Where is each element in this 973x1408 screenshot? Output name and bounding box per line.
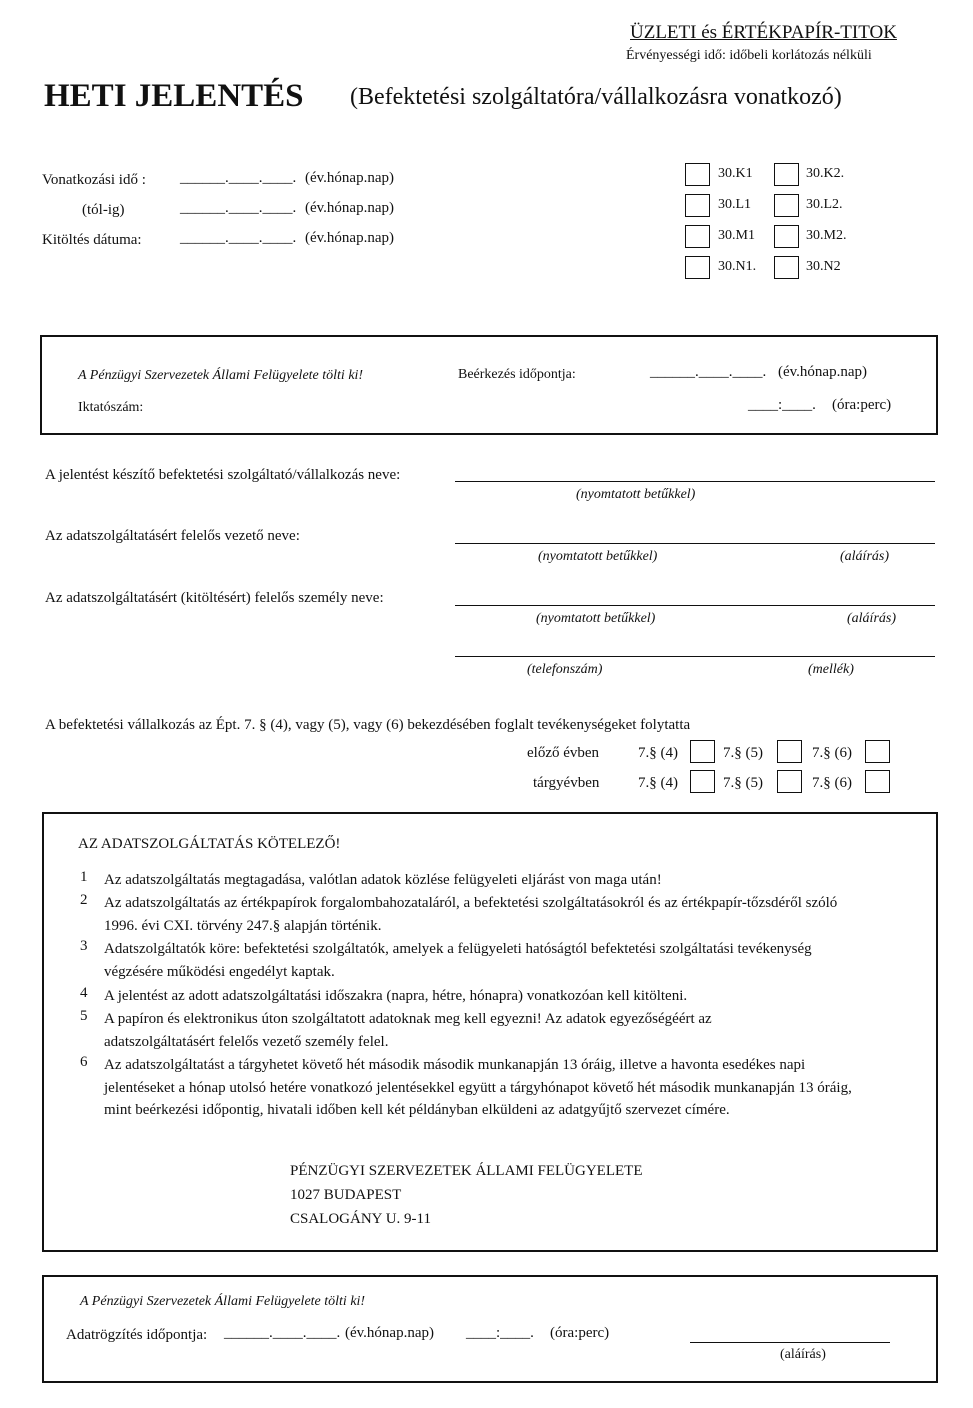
psza-address-name: PÉNZÜGYI SZERVEZETEK ÁLLAMI FELÜGYELETE	[290, 1163, 643, 1179]
manager-printed-hint: (nyomtatott betűkkel)	[538, 549, 658, 564]
filler-signature-hint: (aláírás)	[847, 611, 896, 626]
registration-number-label: Iktatószám:	[78, 400, 144, 415]
fill-date-blank[interactable]: ______.____.____.	[180, 230, 297, 246]
filler-name-line[interactable]	[455, 605, 935, 606]
reference-period-label: Vonatkozási idő :	[42, 172, 146, 188]
provider-name-line[interactable]	[455, 481, 935, 482]
code-checkbox-30k2[interactable]	[774, 163, 799, 186]
phone-hint: (telefonszám)	[527, 662, 603, 677]
data-entry-date-format: (év.hónap.nap)	[345, 1325, 434, 1341]
page-title: HETI JELENTÉS	[44, 78, 304, 114]
previous-year-label: előző évben	[527, 745, 600, 761]
data-entry-date-blank[interactable]: ______.____.____.	[224, 1325, 341, 1341]
prev-p5-label: 7.§ (5)	[723, 745, 763, 761]
data-entry-time-blank[interactable]: ____:____.	[466, 1325, 534, 1341]
arrival-time-blank[interactable]: ____:____.	[748, 397, 816, 413]
range-format: (év.hónap.nap)	[305, 200, 394, 216]
phone-line[interactable]	[455, 656, 935, 657]
prev-p4-label: 7.§ (4)	[638, 745, 678, 761]
data-entry-heading: A Pénzügyi Szervezetek Állami Felügyelete tölti ki!	[80, 1294, 366, 1309]
range-label: (tól-ig)	[82, 202, 125, 218]
arrival-date-blank[interactable]: ______.____.____.	[650, 364, 767, 380]
code-label-30m2: 30.M2.	[806, 228, 847, 243]
notice-item-text: Adatszolgáltatók köre: befektetési szolgáltatók, amelyek a felügyeleti hatóságtól befektetési szolgáltatási tevékenység végzésére működési engedélyt kaptak.	[104, 941, 812, 980]
reference-period-format: (év.hónap.nap)	[305, 170, 394, 186]
prev-p6-checkbox[interactable]	[865, 740, 890, 763]
notice-item-number: 2	[80, 892, 88, 908]
notice-item-text: A papíron és elektronikus úton szolgáltatott adatoknak meg kell egyezni! Az adatok egyezőségéért az adatszolgáltatásért felelős vezető személy felel.	[104, 1011, 712, 1050]
notice-item-number: 4	[80, 985, 88, 1001]
filler-printed-hint: (nyomtatott betűkkel)	[536, 611, 656, 626]
validity-label: Érvényességi idő: időbeli korlátozás nélküli	[626, 48, 872, 63]
code-label-30l2: 30.L2.	[806, 197, 843, 212]
code-checkbox-30m2[interactable]	[774, 225, 799, 248]
code-checkbox-30k1[interactable]	[685, 163, 710, 186]
notice-item-number: 3	[80, 938, 88, 954]
code-label-30m1: 30.M1	[718, 228, 755, 243]
confidential-label: ÜZLETI és ÉRTÉKPAPÍR-TITOK	[630, 22, 897, 43]
code-checkbox-30n1[interactable]	[685, 256, 710, 279]
prev-p5-checkbox[interactable]	[777, 740, 802, 763]
notice-item-text: Az adatszolgáltatás az értékpapírok forgalombahozataláról, a befektetési szolgáltatásokról és az értékpapír-tőzsdéről szóló 1996. évi CXI. törvény 247.§ alapján történik.	[104, 895, 838, 934]
range-blank[interactable]: ______.____.____.	[180, 200, 297, 216]
this-year-label: tárgyévben	[533, 775, 600, 791]
psza-address-street: CSALOGÁNY U. 9-11	[290, 1211, 431, 1227]
arrival-time-format: (óra:perc)	[832, 397, 892, 413]
notice-item-number: 6	[80, 1054, 88, 1070]
page-subtitle: (Befektetési szolgáltatóra/vállalkozásra vonatkozó)	[350, 84, 842, 110]
notice-item-text: Az adatszolgáltatást a tárgyhetet követő hét második második munkanapján 13 óráig, illetve a havonta esedékes napi jelentéseket a hónap utolsó hetére vonatkozó jelentésekkel együtt a tárgyhónapot követő hét második munkanapján 13 óráig, mint beérkezési időpontig, hivatali időben kell két példányban elküldeni az adatgyűjtő szervezet címére.	[104, 1057, 852, 1118]
code-label-30k2: 30.K2.	[806, 166, 845, 181]
filler-name-label: Az adatszolgáltatásért (kitöltésért) felelős személy neve:	[45, 590, 384, 606]
this-p6-checkbox[interactable]	[865, 770, 890, 793]
notice-heading: AZ ADATSZOLGÁLTATÁS KÖTELEZŐ!	[78, 836, 341, 852]
reference-period-blank[interactable]: ______.____.____.	[180, 170, 297, 186]
manager-signature-hint: (aláírás)	[840, 549, 889, 564]
notice-item-text: Az adatszolgáltatás megtagadása, valótlan adatok közlése felügyeleti eljárást von maga után!	[104, 872, 662, 888]
manager-name-label: Az adatszolgáltatásért felelős vezető neve:	[45, 528, 300, 544]
arrival-label: Beérkezés időpontja:	[458, 367, 576, 382]
notice-item-text: A jelentést az adott adatszolgáltatási időszakra (napra, hétre, hónapra) vonatkozóan kell kitölteni.	[104, 988, 688, 1004]
notice-item-number: 5	[80, 1008, 88, 1024]
data-entry-time-format: (óra:perc)	[550, 1325, 610, 1341]
provider-name-label: A jelentést készítő befektetési szolgáltató/vállalkozás neve:	[45, 467, 401, 483]
code-checkbox-30n2[interactable]	[774, 256, 799, 279]
this-p4-label: 7.§ (4)	[638, 775, 678, 791]
code-checkbox-30l2[interactable]	[774, 194, 799, 217]
code-checkbox-30m1[interactable]	[685, 225, 710, 248]
data-entry-signature-hint: (aláírás)	[780, 1347, 826, 1362]
this-p5-checkbox[interactable]	[777, 770, 802, 793]
data-entry-signature-line[interactable]	[690, 1342, 890, 1343]
fill-date-format: (év.hónap.nap)	[305, 230, 394, 246]
code-checkbox-30l1[interactable]	[685, 194, 710, 217]
extension-hint: (mellék)	[808, 662, 854, 677]
code-label-30k1: 30.K1	[718, 166, 753, 181]
this-p4-checkbox[interactable]	[690, 770, 715, 793]
notice-item-number: 1	[80, 869, 88, 885]
this-p5-label: 7.§ (5)	[723, 775, 763, 791]
provider-printed-hint: (nyomtatott betűkkel)	[576, 487, 696, 502]
psza-box-heading: A Pénzügyi Szervezetek Állami Felügyelete tölti ki!	[78, 368, 364, 383]
code-label-30n2: 30.N2	[806, 259, 841, 274]
fill-date-label: Kitöltés dátuma:	[42, 232, 142, 248]
psza-address-city: 1027 BUDAPEST	[290, 1187, 402, 1203]
prev-p6-label: 7.§ (6)	[812, 745, 852, 761]
prev-p4-checkbox[interactable]	[690, 740, 715, 763]
psza-office-box	[40, 335, 938, 435]
data-entry-label: Adatrögzítés időpontja:	[66, 1327, 208, 1343]
manager-name-line[interactable]	[455, 543, 935, 544]
activities-statement: A befektetési vállalkozás az Épt. 7. § (4), vagy (5), vagy (6) bekezdésében foglalt tevékenységeket folytatta	[45, 717, 691, 733]
this-p6-label: 7.§ (6)	[812, 775, 852, 791]
arrival-date-format: (év.hónap.nap)	[778, 364, 867, 380]
code-label-30l1: 30.L1	[718, 197, 752, 212]
code-label-30n1: 30.N1.	[718, 259, 757, 274]
